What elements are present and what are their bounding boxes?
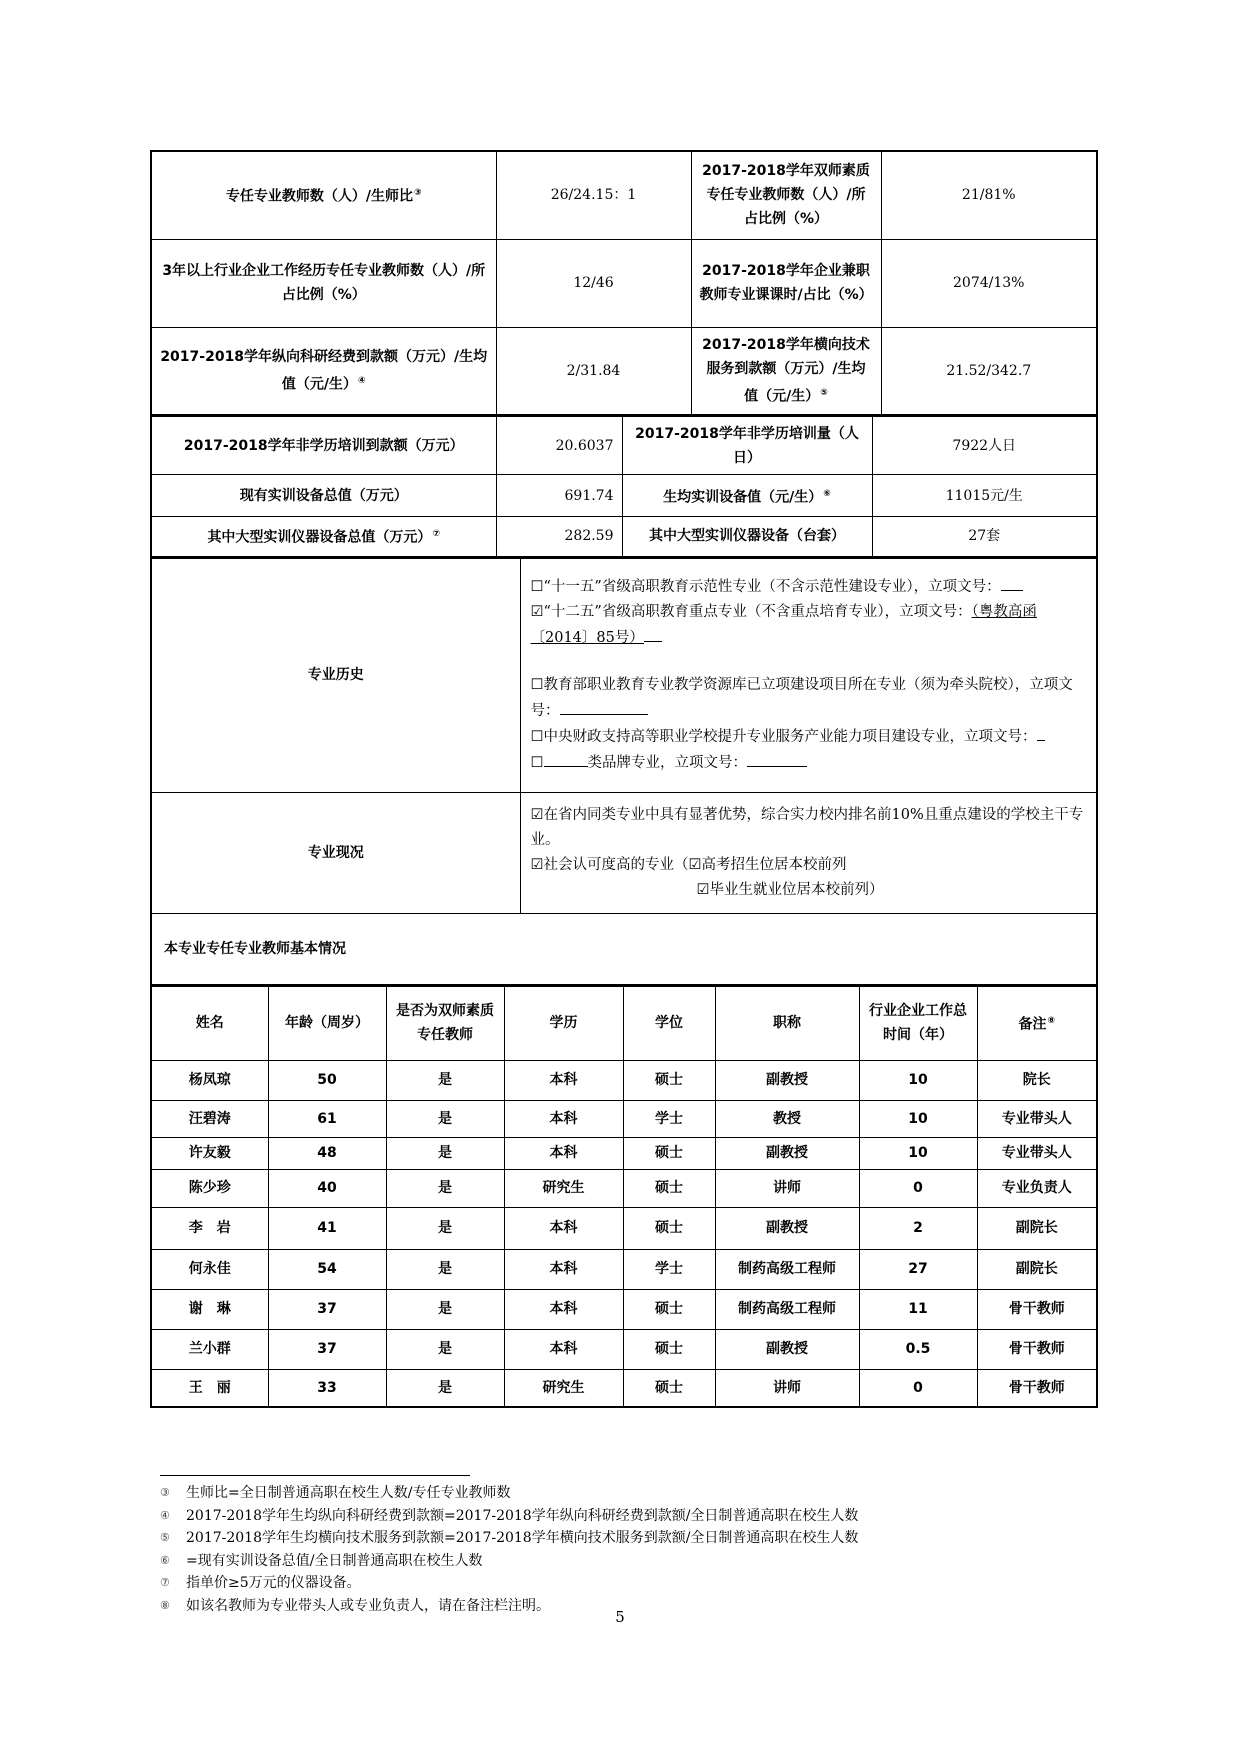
summary-table-2 (150, 416, 1098, 558)
table-cell: 制药高级工程师 (715, 1249, 859, 1289)
table-cell: 11 (859, 1289, 977, 1329)
form-page (150, 150, 1096, 1408)
column-header: 学历 (504, 986, 623, 1060)
label-cell: 2017-2018学年非学历培训量（人日） (622, 417, 872, 475)
label-cell: 专任专业教师数（人）/生师比③ (151, 151, 496, 239)
table-cell: 研究生 (504, 1169, 623, 1207)
footnote-text: 2017-2018学年生均横向技术服务到款额=2017-2018学年横向技术服务到款额/全日制普通高职在校生人数 (186, 1530, 859, 1546)
column-header: 职称 (715, 986, 859, 1060)
value-cell: 691.74 (496, 475, 622, 517)
value-cell: 2074/13% (881, 239, 1097, 327)
table-cell: 50 (268, 1060, 386, 1100)
footnote-text: 2017-2018学年生均纵向科研经费到款额=2017-2018学年纵向科研经费到款额/全日制普通高职在校生人数 (186, 1507, 859, 1524)
label-cell: 其中大型实训仪器设备（台套） (622, 517, 872, 557)
table-cell: 10 (859, 1137, 977, 1169)
history-label: 专业历史 (151, 558, 520, 792)
footnote-list (160, 1482, 1060, 1617)
label-cell: 2017-2018学年非学历培训到款额（万元） (151, 417, 496, 475)
column-header: 备注⑧ (977, 986, 1097, 1060)
table-cell: 专业带头人 (977, 1100, 1097, 1137)
footnote (160, 1550, 1060, 1573)
footnote-mark: ⑦ (160, 1576, 170, 1589)
teachers-table (150, 986, 1098, 1409)
table-cell: 硕士 (623, 1169, 715, 1207)
history-option: ☐“十一五”省级高职教育示范性专业（不含示范性建设专业），立项文号： (531, 574, 1087, 600)
table-cell: 何永佳 (151, 1249, 268, 1289)
table-cell: 37 (268, 1289, 386, 1329)
table-row (151, 1100, 1097, 1137)
footnote (160, 1527, 1060, 1550)
table-cell: 本科 (504, 1060, 623, 1100)
table-cell: 李 岩 (151, 1207, 268, 1249)
table-cell: 是 (386, 1060, 504, 1100)
summary-row (151, 327, 1097, 415)
table-row (151, 1060, 1097, 1100)
table-cell: 硕士 (623, 1060, 715, 1100)
table-cell: 41 (268, 1207, 386, 1249)
table-row (151, 1169, 1097, 1207)
table-row (151, 1329, 1097, 1369)
value-cell: 20.6037 (496, 417, 622, 475)
footnote-text: 如该名教师为专业带头人或专业负责人，请在备注栏注明。 (186, 1597, 550, 1614)
history-options (520, 558, 1097, 792)
profile-table (150, 558, 1098, 986)
table-cell: 讲师 (715, 1369, 859, 1407)
table-cell: 硕士 (623, 1369, 715, 1407)
summary-row (151, 239, 1097, 327)
table-cell: 兰小群 (151, 1329, 268, 1369)
table-cell: 0 (859, 1169, 977, 1207)
table-cell: 是 (386, 1100, 504, 1137)
value-cell: 11015元/生 (872, 475, 1097, 517)
table-cell: 61 (268, 1100, 386, 1137)
summary-row (151, 417, 1097, 475)
status-row (151, 792, 1097, 913)
value-cell: 7922人日 (872, 417, 1097, 475)
table-header-row (151, 986, 1097, 1060)
table-cell: 是 (386, 1289, 504, 1329)
table-cell: 讲师 (715, 1169, 859, 1207)
table-cell: 硕士 (623, 1207, 715, 1249)
label-cell: 2017-2018学年纵向科研经费到款额（万元）/生均值（元/生）④ (151, 327, 496, 415)
page-number: 5 (615, 1608, 625, 1626)
table-cell: 学士 (623, 1100, 715, 1137)
value-cell: 26/24.15：1 (496, 151, 691, 239)
table-cell: 副教授 (715, 1207, 859, 1249)
label-cell: 其中大型实训仪器设备总值（万元）⑦ (151, 517, 496, 557)
table-cell: 是 (386, 1329, 504, 1369)
history-option: ☐ 类品牌专业，立项文号： (531, 750, 1087, 776)
table-cell: 是 (386, 1169, 504, 1207)
footnote (160, 1505, 1060, 1528)
footnote-mark: ④ (160, 1508, 170, 1522)
table-cell: 是 (386, 1137, 504, 1169)
status-option: ☑毕业生就业位居本校前列） (696, 881, 884, 898)
label-cell: 2017-2018学年双师素质专任专业教师数（人）/所占比例（%） (691, 151, 881, 239)
footnote (160, 1482, 1060, 1505)
table-cell: 副教授 (715, 1137, 859, 1169)
table-row (151, 1369, 1097, 1407)
status-options (520, 792, 1097, 913)
history-option: ☑“十二五”省级高职教育重点专业（不含重点培育专业），立项文号：（粤教高函〔2014〕85号） (530, 604, 1037, 646)
table-cell: 54 (268, 1249, 386, 1289)
label-cell: 现有实训设备总值（万元） (151, 475, 496, 517)
table-cell: 本科 (504, 1249, 623, 1289)
table-cell: 制药高级工程师 (715, 1289, 859, 1329)
table-cell: 研究生 (504, 1369, 623, 1407)
column-header: 行业企业工作总时间（年） (859, 986, 977, 1060)
footnote-mark: ⑥ (160, 1553, 170, 1567)
table-cell: 教授 (715, 1100, 859, 1137)
table-row (151, 1249, 1097, 1289)
footnote-rule (160, 1475, 470, 1476)
table-cell: 10 (859, 1060, 977, 1100)
table-cell: 专业负责人 (977, 1169, 1097, 1207)
table-cell: 学士 (623, 1249, 715, 1289)
table-cell: 王 丽 (151, 1369, 268, 1407)
table-row (151, 1137, 1097, 1169)
summary-row (151, 475, 1097, 517)
footnote-text: 生师比=全日制普通高职在校生人数/专任专业教师数 (186, 1485, 511, 1501)
table-cell: 骨干教师 (977, 1289, 1097, 1329)
footnote-text: 指单价≥5万元的仪器设备。 (186, 1575, 361, 1591)
summary-row (151, 517, 1097, 557)
status-option: ☑在省内同类专业中具有显著优势，综合实力校内排名前10%且重点建设的学校主干专业。 (530, 806, 1084, 848)
history-option: ☐教育部职业教育专业教学资源库已立项建设项目所在专业（须为牵头院校），立项文号： (530, 677, 1073, 719)
table-cell: 0 (859, 1369, 977, 1407)
value-cell: 2/31.84 (496, 327, 691, 415)
table-cell: 33 (268, 1369, 386, 1407)
table-cell: 硕士 (623, 1137, 715, 1169)
value-cell: 21/81% (881, 151, 1097, 239)
summary-table (150, 150, 1098, 416)
table-cell: 是 (386, 1207, 504, 1249)
table-cell: 2 (859, 1207, 977, 1249)
history-option: ☐中央财政支持高等职业学校提升专业服务产业能力项目建设专业，立项文号： (531, 724, 1087, 750)
table-cell: 副教授 (715, 1060, 859, 1100)
table-cell: 是 (386, 1369, 504, 1407)
label-cell: 2017-2018学年横向技术服务到款额（万元）/生均值（元/生）⑤ (691, 327, 881, 415)
value-cell: 282.59 (496, 517, 622, 557)
label-cell: 生均实训设备值（元/生）⑥ (622, 475, 872, 517)
column-header: 学位 (623, 986, 715, 1060)
table-cell: 0.5 (859, 1329, 977, 1369)
footnote (160, 1572, 1060, 1595)
table-cell: 本科 (504, 1289, 623, 1329)
table-cell: 副院长 (977, 1207, 1097, 1249)
table-cell: 汪碧涛 (151, 1100, 268, 1137)
footnote-mark: ③ (160, 1486, 170, 1499)
table-cell: 副院长 (977, 1249, 1097, 1289)
table-cell: 本科 (504, 1329, 623, 1369)
status-option: ☑社会认可度高的专业（☑高考招生位居本校前列 (530, 856, 847, 873)
table-cell: 是 (386, 1249, 504, 1289)
table-cell: 杨凤琼 (151, 1060, 268, 1100)
teachers-title-row (151, 913, 1097, 985)
column-header: 姓名 (151, 986, 268, 1060)
table-cell: 硕士 (623, 1329, 715, 1369)
table-cell: 院长 (977, 1060, 1097, 1100)
table-row (151, 1289, 1097, 1329)
status-label: 专业现况 (151, 792, 520, 913)
history-row (151, 558, 1097, 792)
summary-row (151, 151, 1097, 239)
table-cell: 硕士 (623, 1289, 715, 1329)
value-cell: 27套 (872, 517, 1097, 557)
table-cell: 谢 琳 (151, 1289, 268, 1329)
footnotes (160, 1475, 1060, 1617)
table-cell: 40 (268, 1169, 386, 1207)
column-header: 是否为双师素质专任教师 (386, 986, 504, 1060)
label-cell: 2017-2018学年企业兼职教师专业课课时/占比（%） (691, 239, 881, 327)
table-cell: 专业带头人 (977, 1137, 1097, 1169)
table-row (151, 1207, 1097, 1249)
table-cell: 本科 (504, 1137, 623, 1169)
table-cell: 骨干教师 (977, 1369, 1097, 1407)
table-cell: 本科 (504, 1100, 623, 1137)
table-cell: 副教授 (715, 1329, 859, 1369)
label-cell: 3年以上行业企业工作经历专任专业教师数（人）/所占比例（%） (151, 239, 496, 327)
footnote-text: =现有实训设备总值/全日制普通高职在校生人数 (186, 1552, 483, 1569)
table-cell: 37 (268, 1329, 386, 1369)
table-cell: 48 (268, 1137, 386, 1169)
table-cell: 10 (859, 1100, 977, 1137)
table-cell: 骨干教师 (977, 1329, 1097, 1369)
footnote-mark: ⑤ (160, 1531, 170, 1544)
table-cell: 本科 (504, 1207, 623, 1249)
value-cell: 21.52/342.7 (881, 327, 1097, 415)
column-header: 年龄（周岁） (268, 986, 386, 1060)
table-cell: 陈少珍 (151, 1169, 268, 1207)
table-cell: 许友毅 (151, 1137, 268, 1169)
table-cell: 27 (859, 1249, 977, 1289)
teachers-section-title: 本专业专任专业教师基本情况 (151, 913, 1097, 985)
value-cell: 12/46 (496, 239, 691, 327)
footnote-mark: ⑧ (160, 1598, 170, 1612)
teacher-rows (151, 1060, 1097, 1407)
